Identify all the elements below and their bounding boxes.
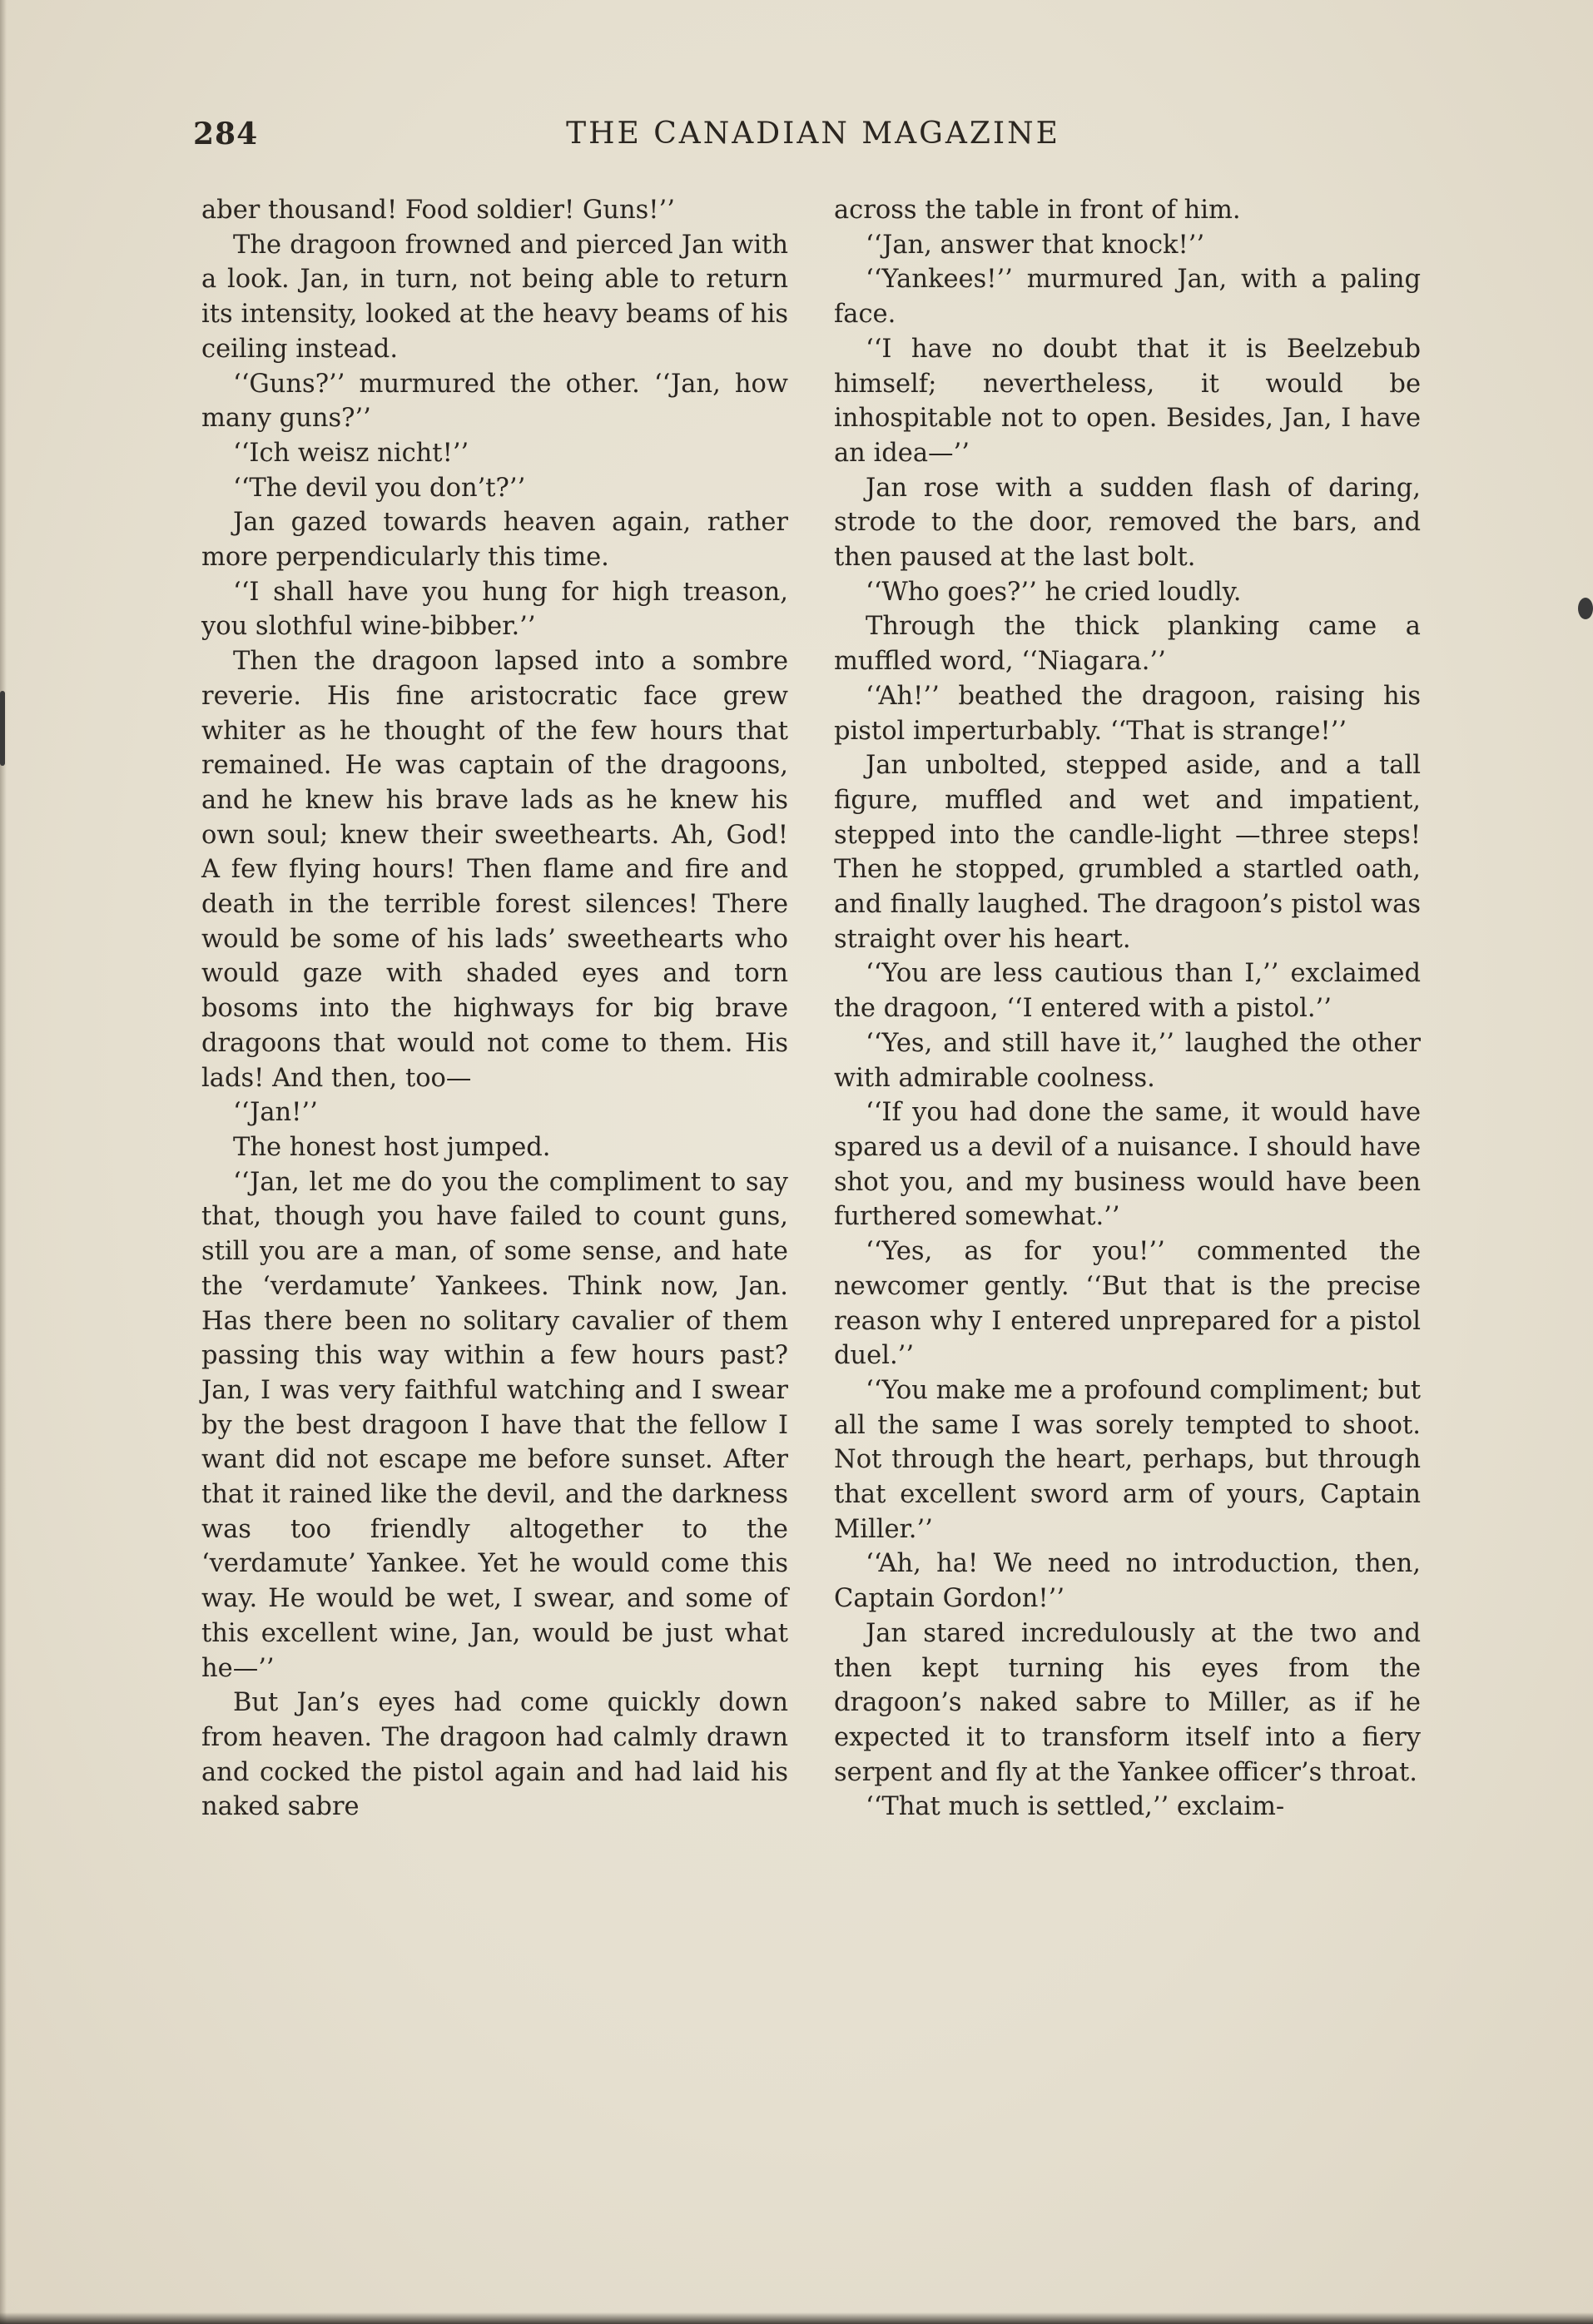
paragraph: ‘‘You are less cautious than I,’’ exclaimed the dragoon, ‘‘I entered with a pistol.’’	[834, 959, 1421, 1024]
paragraph: ‘‘I have no doubt that it is Beelzebub himself; nevertheless, it would be inhospitable not to open. Besides, Jan, I have an idea—’’	[834, 334, 1421, 468]
paragraph: ‘‘Ich weisz nicht!’’	[233, 438, 469, 468]
paragraph: ‘‘I shall have you hung for high treason, you slothful wine-bibber.’’	[201, 577, 788, 642]
paragraph: ‘‘Ah!’’ beathed the dragoon, raising his pistol imperturbably. ‘‘That is strange!’’	[834, 681, 1421, 746]
paragraph: The honest host jumped.	[233, 1132, 551, 1162]
paragraph: ‘‘Yankees!’’ murmured Jan, with a paling face.	[834, 265, 1421, 330]
paragraph: Jan gazed towards heaven again, rather more perpendicularly this time.	[201, 508, 788, 573]
paragraph: ‘‘Yes, as for you!’’ commented the newcomer gently. ‘‘But that is the precise reason why I entered unprepared for a pistol duel.’’	[834, 1237, 1421, 1371]
paragraph: ‘‘If you had done the same, it would have spared us a devil of a nuisance. I should have shot you, and my business would have been furthered somewhat.’’	[834, 1098, 1421, 1232]
paragraph: Jan stared incredulously at the two and then kept turning his eyes from the dragoon’s naked sabre to Miller, as if he expected it to transform itself into a fiery serpent and fly at the Yankee officer’s throat.	[834, 1618, 1421, 1787]
page-bottom-edge	[0, 2312, 1593, 2324]
paragraph: Jan unbolted, stepped aside, and a tall figure, muffled and wet and impatient, stepped into the candle-light —three steps! Then he stopped, grumbled a startled oath, and finally laughed. The dragoon’s pistol was straight over his heart.	[834, 751, 1421, 954]
right-text-column	[834, 193, 1421, 1825]
paragraph: Jan rose with a sudden flash of daring, strode to the door, removed the bars, and then paused at the last bolt.	[834, 473, 1421, 573]
paragraph: ‘‘Jan!’’	[233, 1098, 318, 1128]
paragraph: ‘‘Jan, let me do you the compliment to say that, though you have failed to count guns, still you are a man, of some sense, and hate the ‘verdamute’ Yankees. Think now, Jan. Has there been no solitary cavalier of them passing this way within a few hours past? Jan, I was very faithful watching and I swear by the best dragoon I have that the fellow I want did not escape me before sunset. After that it rained like the devil, and the darkness was too friendly altogether to the ‘verdamute’ Yankee. Yet he would come this way. He would be wet, I swear, and some of this excellent wine, Jan, would be just what he—’’	[201, 1167, 788, 1683]
paragraph: ‘‘Jan, answer that knock!’’	[866, 230, 1205, 260]
paragraph: ‘‘You make me a profound compliment; but all the same I was sorely tempted to shoot. Not through the heart, perhaps, but through that excellent sword arm of yours, Captain Miller.’’	[834, 1375, 1421, 1544]
page-number: 284	[193, 117, 259, 151]
page-header	[193, 117, 1408, 166]
left-edge-mark	[0, 691, 5, 766]
paragraph: But Jan’s eyes had come quickly down from heaven. The dragoon had calmly drawn and cocked the pistol again and had laid his naked sabre	[201, 1688, 788, 1822]
paragraph: across the table in front of him.	[834, 196, 1241, 225]
paragraph: ‘‘That much is settled,’’ exclaim-	[866, 1792, 1285, 1822]
paragraph: ‘‘Yes, and still have it,’’ laughed the other with admirable coolness.	[834, 1028, 1421, 1093]
paragraph: ‘‘Ah, ha! We need no introduction, then, Captain Gordon!’’	[834, 1549, 1421, 1614]
page-edge-shadow	[0, 0, 7, 2324]
running-head: THE CANADIAN MAGAZINE	[566, 117, 1060, 151]
left-text-column	[201, 193, 788, 1825]
paragraph: ‘‘The devil you don’t?’’	[233, 473, 526, 503]
paragraph: aber thousand! Food soldier! Guns!’’	[201, 196, 675, 225]
paragraph: ‘‘Guns?’’ murmured the other. ‘‘Jan, how many guns?’’	[201, 369, 788, 434]
paragraph: ‘‘Who goes?’’ he cried loudly.	[866, 577, 1242, 607]
paragraph: Through the thick planking came a muffled word, ‘‘Niagara.’’	[834, 612, 1421, 677]
paragraph: Then the dragoon lapsed into a sombre reverie. His fine aristocratic face grew whiter as he thought of the few hours that remained. He was captain of the dragoons, and he knew his brave lads as he knew his own soul; knew their sweethearts. Ah, God! A few flying hours! Then flame and fire and death in the terrible forest silences! There would be some of his lads’ sweethearts who would gaze with shaded eyes and torn bosoms into the highways for big brave dragoons that would not come to them. His lads! And then, too—	[201, 647, 788, 1093]
paragraph: The dragoon frowned and pierced Jan with a look. Jan, in turn, not being able to return its intensity, looked at the heavy beams of his ceiling instead.	[201, 230, 788, 364]
binding-hole-mark	[1578, 598, 1593, 619]
